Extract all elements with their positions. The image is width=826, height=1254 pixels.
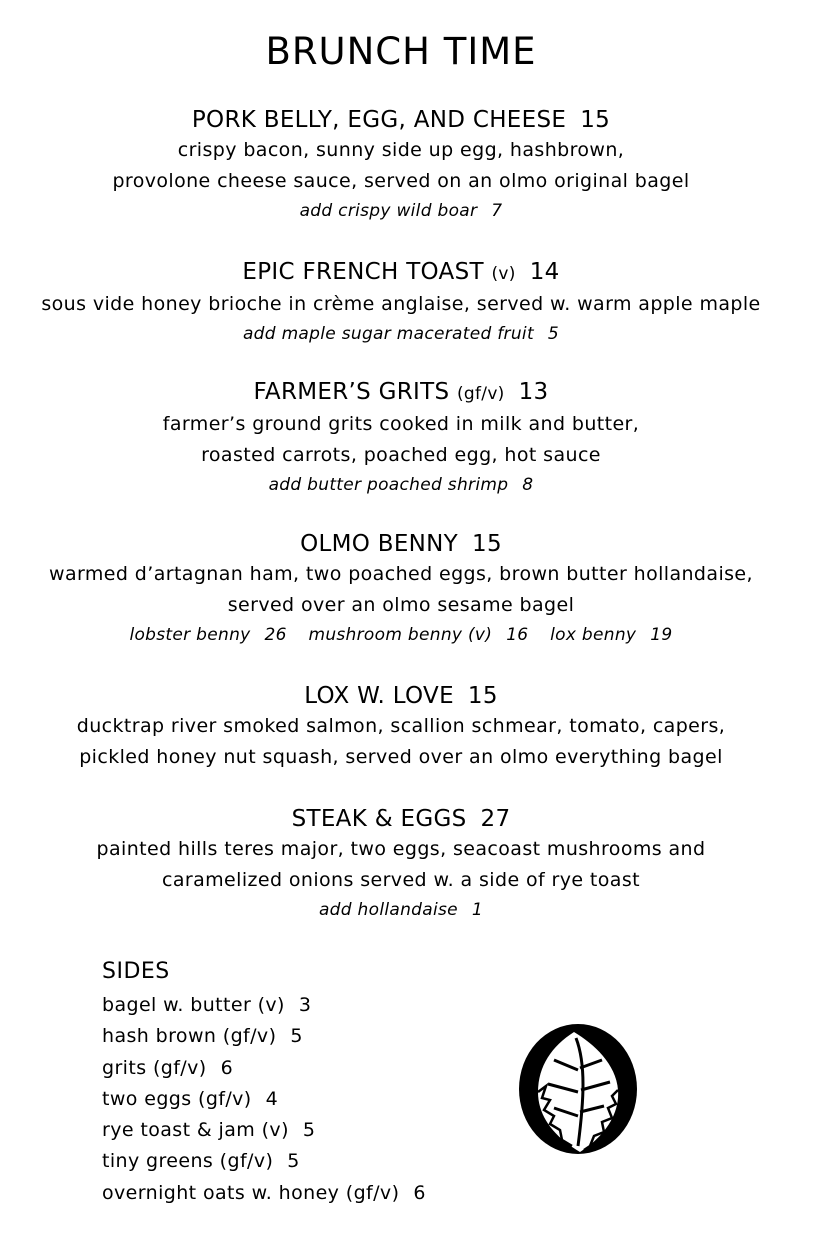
item-heading bbox=[0, 257, 802, 289]
item-addon bbox=[0, 471, 802, 499]
addon-price: 5 bbox=[547, 324, 560, 344]
menu-item-olmo-benny bbox=[0, 529, 802, 649]
side-text: tiny greens (gf/v) bbox=[102, 1150, 274, 1173]
item-description: sous vide honey brioche in crème anglaise, served w. warm apple maple bbox=[41, 293, 761, 315]
item-addon bbox=[0, 197, 802, 225]
side-price: 3 bbox=[298, 994, 312, 1016]
addon-text: add butter poached shrimp bbox=[268, 475, 509, 495]
variant-text: mushroom benny (v) bbox=[308, 625, 493, 645]
addon-text: add maple sugar macerated fruit bbox=[242, 324, 534, 344]
side-price: 4 bbox=[265, 1087, 279, 1110]
menu-item-farmers-grits bbox=[0, 377, 802, 499]
item-name: FARMER’S GRITS bbox=[253, 379, 450, 405]
item-price: 15 bbox=[580, 107, 611, 133]
side-item bbox=[102, 990, 426, 1021]
item-heading bbox=[0, 377, 802, 409]
item-name: OLMO BENNY bbox=[300, 531, 459, 557]
addon-price: 8 bbox=[522, 475, 534, 495]
variant-lox-benny bbox=[550, 625, 672, 645]
menu-item-pork-belly bbox=[0, 105, 802, 225]
item-description: pickled honey nut squash, served over an olmo everything bagel bbox=[79, 746, 723, 768]
sides-section bbox=[102, 957, 426, 1209]
item-heading bbox=[0, 105, 802, 135]
item-price: 13 bbox=[518, 379, 549, 405]
item-diet-tag: (v) bbox=[491, 264, 516, 284]
side-item bbox=[102, 1178, 426, 1209]
variant-price: 26 bbox=[264, 625, 287, 645]
item-description: ducktrap river smoked salmon, scallion schmear, tomato, capers, bbox=[76, 715, 726, 737]
addon-text: add hollandaise bbox=[318, 900, 458, 920]
variant-text: lobster benny bbox=[129, 625, 251, 645]
item-description: warmed d’artagnan ham, two poached eggs, brown butter hollandaise, bbox=[49, 563, 753, 585]
addon-price: 1 bbox=[471, 900, 484, 920]
item-description: crispy bacon, sunny side up egg, hashbrown, bbox=[177, 139, 625, 161]
side-price: 6 bbox=[413, 1181, 426, 1204]
item-heading bbox=[0, 804, 802, 834]
item-price: 27 bbox=[480, 806, 511, 832]
item-addon bbox=[0, 320, 802, 348]
menu-item-steak-eggs bbox=[0, 804, 802, 924]
item-price: 15 bbox=[472, 531, 502, 557]
side-item bbox=[102, 1084, 426, 1115]
side-text: grits (gf/v) bbox=[102, 1056, 207, 1079]
side-text: rye toast & jam (v) bbox=[102, 1119, 289, 1142]
item-name: EPIC FRENCH TOAST bbox=[242, 259, 484, 285]
item-diet-tag: (gf/v) bbox=[456, 384, 505, 404]
menu-item-french-toast bbox=[0, 257, 802, 348]
variant-text: lox benny bbox=[550, 625, 637, 645]
addon-text: add crispy wild boar bbox=[299, 201, 478, 221]
item-name: PORK BELLY, EGG, AND CHEESE bbox=[191, 107, 567, 133]
side-price: 5 bbox=[287, 1150, 300, 1173]
side-price: 6 bbox=[220, 1056, 234, 1079]
variant-lobster-benny bbox=[129, 625, 286, 645]
side-item bbox=[102, 1115, 426, 1146]
item-description: provolone cheese sauce, served on an olmo original bagel bbox=[112, 170, 690, 192]
menu-item-lox-w-love bbox=[0, 681, 802, 773]
side-text: hash brown (gf/v) bbox=[102, 1025, 277, 1048]
item-variants bbox=[0, 621, 802, 649]
menu-title: BRUNCH TIME bbox=[265, 30, 537, 73]
item-heading bbox=[0, 529, 802, 559]
item-price: 15 bbox=[467, 683, 498, 709]
side-text: bagel w. butter (v) bbox=[102, 994, 285, 1016]
variant-price: 16 bbox=[506, 625, 529, 645]
variant-price: 19 bbox=[650, 625, 673, 645]
item-addon bbox=[0, 896, 802, 924]
leaf-logo-icon bbox=[516, 1020, 640, 1158]
side-item bbox=[102, 1053, 426, 1084]
item-heading bbox=[0, 681, 802, 711]
addon-price: 7 bbox=[491, 201, 503, 221]
side-price: 5 bbox=[290, 1025, 303, 1048]
item-description: served over an olmo sesame bagel bbox=[227, 594, 575, 616]
side-item bbox=[102, 1021, 426, 1052]
side-text: overnight oats w. honey (gf/v) bbox=[102, 1181, 400, 1204]
side-price: 5 bbox=[302, 1119, 316, 1142]
item-description: caramelized onions served w. a side of rye toast bbox=[162, 869, 640, 891]
side-item bbox=[102, 1146, 426, 1177]
item-name: STEAK & EGGS bbox=[291, 806, 467, 832]
item-description: roasted carrots, poached egg, hot sauce bbox=[201, 444, 601, 466]
side-text: two eggs (gf/v) bbox=[102, 1087, 252, 1110]
item-price: 14 bbox=[529, 259, 560, 285]
item-name: LOX W. LOVE bbox=[304, 683, 454, 709]
sides-title: SIDES bbox=[102, 959, 170, 984]
item-description: painted hills teres major, two eggs, seacoast mushrooms and bbox=[96, 838, 706, 860]
item-description: farmer’s ground grits cooked in milk and butter, bbox=[162, 413, 640, 435]
variant-mushroom-benny bbox=[308, 625, 528, 645]
